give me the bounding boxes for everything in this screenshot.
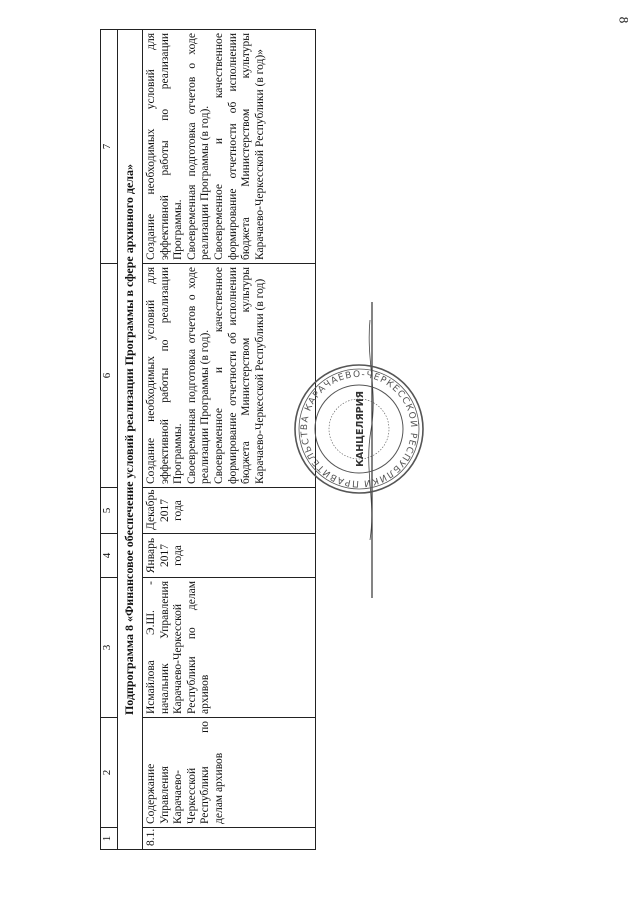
actual-result-paragraph: Своевременная подготовка отчетов о ходе реализации Программы (в год). — [185, 33, 212, 260]
row-expected-result — [143, 264, 316, 488]
table-row — [143, 30, 316, 850]
column-number-cell: 7 — [101, 30, 118, 264]
column-number-cell: 3 — [101, 578, 118, 718]
row-responsible: Исмайлова Э.Ш. - начальник Управления Карачаево-Черкесской Республики по делам архивов — [143, 578, 316, 718]
program-table — [100, 29, 316, 850]
column-number-cell: 1 — [101, 828, 118, 850]
page-number: 8 — [615, 16, 631, 24]
expected-result-paragraph: Своевременное и качественное формирование отчетности об исполнении бюджета Министерством культуры Карачаево-Черкесской Республики (в год) — [212, 267, 266, 484]
row-actual-result — [143, 30, 316, 264]
row-activity-name: Содержание Управления Карачаево-Черкесской Республики по делам архивов — [143, 718, 316, 828]
column-number-cell: 6 — [101, 264, 118, 488]
actual-result-paragraph: Своевременное и качественное формирование отчетности об исполнении бюджета Министерством культуры Карачаево-Черкесской Республики (в год)» — [212, 33, 266, 260]
subprogram-title: Подпрограмма 8 «Финансовое обеспечение условий реализации Программы в сфере архивного дела» — [118, 30, 143, 850]
row-number: 8.1. — [143, 828, 316, 850]
seal-center-text: КАНЦЕЛЯРИЯ — [355, 391, 366, 467]
subprogram-title-row — [118, 30, 143, 850]
expected-result-paragraph: Своевременная подготовка отчетов о ходе реализации Программы (в год). — [185, 267, 212, 484]
official-seal — [292, 362, 426, 496]
row-end-date: Декабрь 2017 года — [143, 488, 316, 534]
column-number-cell: 4 — [101, 534, 118, 578]
seal-ring-text: ПРАВИТЕЛЬСТВА КАРАЧАЕВО-ЧЕРКЕССКОЙ РЕСПУБЛИКИ — [299, 369, 419, 489]
column-number-cell: 2 — [101, 718, 118, 828]
column-number-cell: 5 — [101, 488, 118, 534]
actual-result-paragraph: Создание необходимых условий для эффективной работы по реализации Программы. — [145, 33, 185, 260]
row-start-date: Январь 2017 года — [143, 534, 316, 578]
column-number-row — [101, 30, 118, 850]
expected-result-paragraph: Создание необходимых условий для эффективной работы по реализации Программы. — [145, 267, 185, 484]
